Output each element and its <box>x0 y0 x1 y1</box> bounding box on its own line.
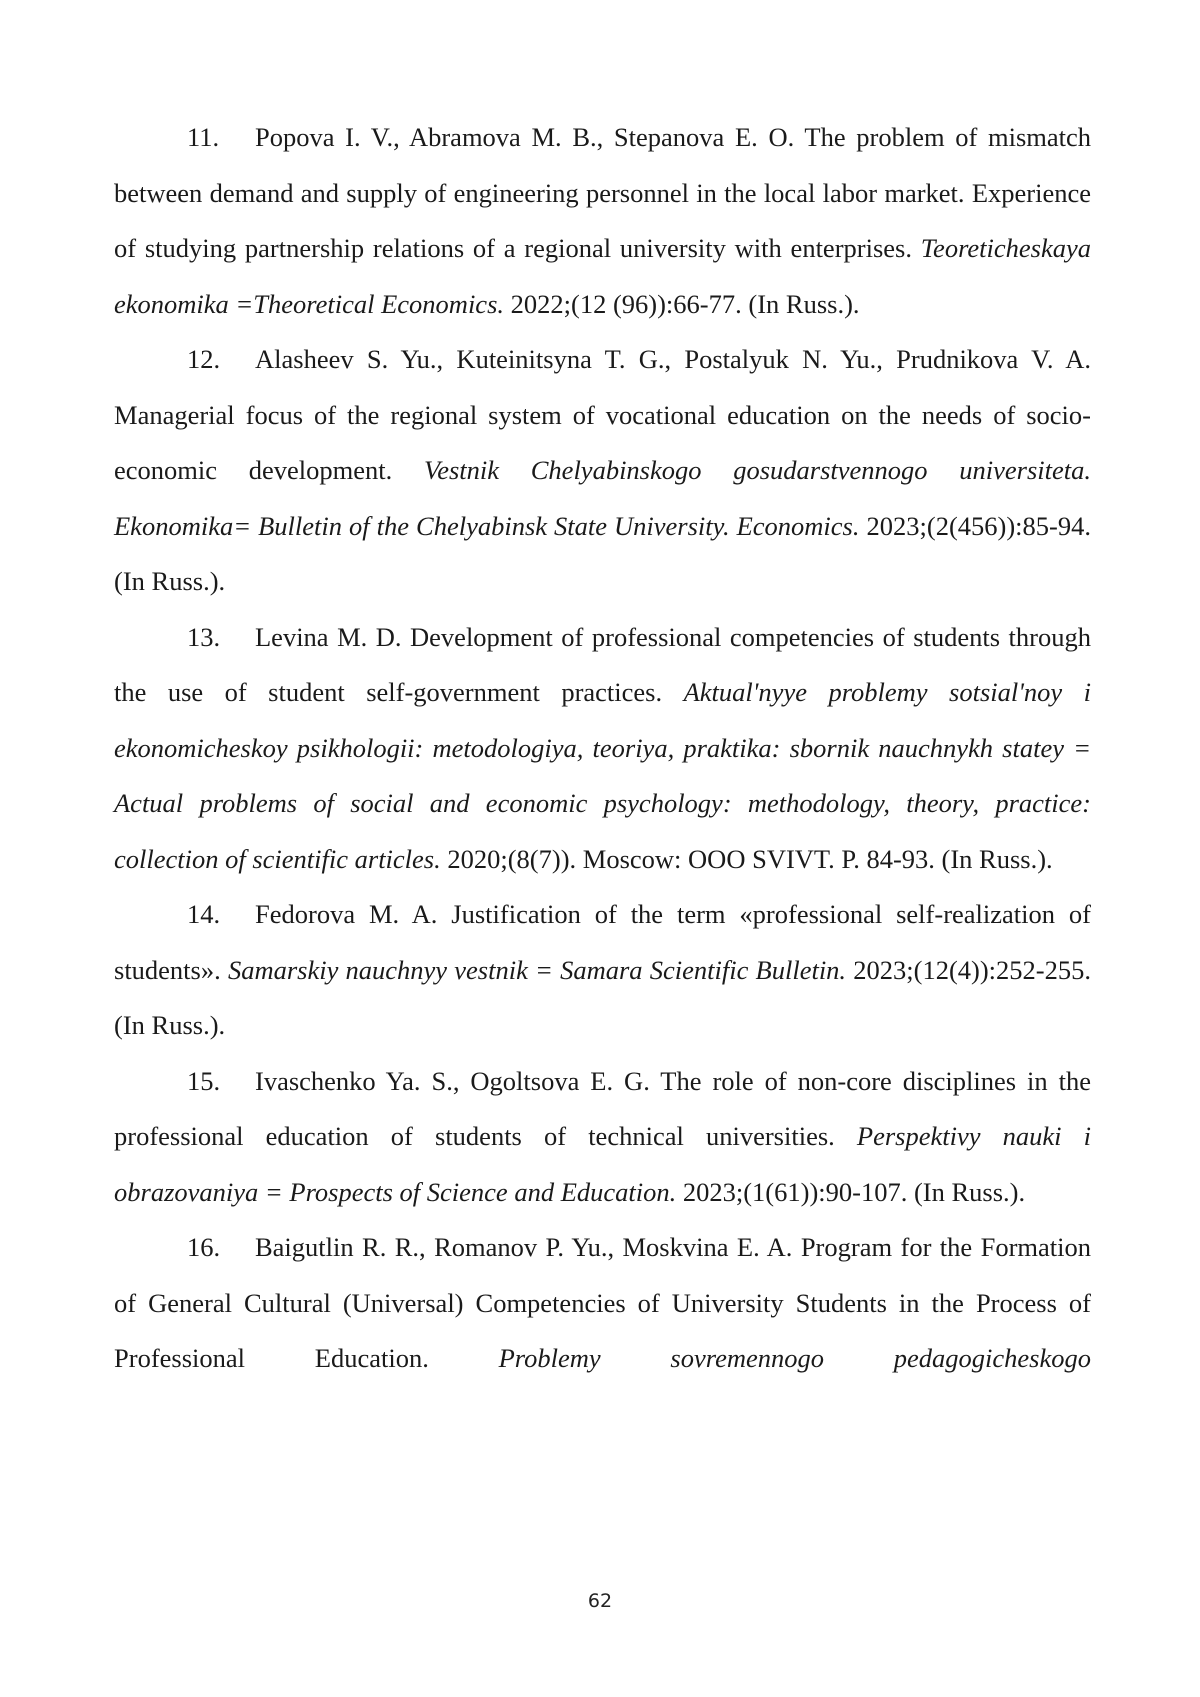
reference-journal: Vestnik Chelyabinskogo gosudarstvennogo universiteta. Ekonomika= Bulletin of the Chelyabinsk State University. Economics. <box>114 455 1092 541</box>
reference-number: 16. <box>187 1232 221 1262</box>
reference-journal: Perspektivy nauki i obrazovaniya = Prospects of Science and Education. <box>114 1121 1092 1207</box>
reference-text: Baigutlin R. R., Romanov P. Yu., Moskvina E. A. Program for the Formation of General Cultural (Universal) Competencies of University Students in the Process of Professional Education. <box>114 1232 1091 1373</box>
reference-item <box>114 1220 1091 1387</box>
reference-item <box>114 610 1091 888</box>
reference-number: 15. <box>187 1065 221 1096</box>
reference-journal: Aktual'nyye problemy sotsial'noy i ekonomicheskoy psikhologii: metodologiya, teoriya, praktika: sbornik nauchnykh statey = Actual problems of social and economic psychology: methodology, theory, practice: collection of scientific articles. <box>114 677 1091 874</box>
reference-number: 12. <box>187 344 221 374</box>
reference-text: Fedorova M. A. Justification of the term «professional self-realization of students». <box>114 899 1091 985</box>
page-number: 62 <box>587 1590 613 1612</box>
reference-tail: 2023;(1(61)):90-107. (In Russ.). <box>676 1176 1026 1207</box>
reference-text: Alasheev S. Yu., Kuteinitsyna T. G., Postalyuk N. Yu., Prudnikova V. A. Managerial focus of the regional system of vocational education on the needs of socio-economic development. <box>114 344 1091 485</box>
reference-number: 14. <box>187 899 221 929</box>
reference-number: 13. <box>187 621 221 652</box>
reference-tail: 2023;(12(4)):252-255. (In Russ.). <box>114 954 1091 1040</box>
reference-item <box>114 887 1091 1054</box>
reference-text: Popova I. V., Abramova M. B., Stepanova E. O. The problem of mismatch between demand and supply of engineering personnel in the local labor market. Experience of studying partnership relations of a regional university with enterprises. <box>114 122 1091 263</box>
reference-journal: Samarskiy nauchnyy vestnik = Samara Scientific Bulletin. <box>227 954 847 985</box>
reference-item <box>114 1054 1091 1221</box>
reference-tail: 2022;(12 (96)):66-77. (In Russ.). <box>504 288 860 319</box>
reference-journal: Problemy sovremennogo pedagogicheskogo <box>498 1343 1091 1373</box>
reference-text: Levina M. D. Development of professional competencies of students through the use of student self-government practices. <box>114 621 1091 707</box>
reference-tail: 2020;(8(7)). Moscow: OOO SVIVT. P. 84-93. (In Russ.). <box>440 843 1053 874</box>
reference-list <box>114 110 1091 1387</box>
reference-text: Ivaschenko Ya. S., Ogoltsova E. G. The role of non-core disciplines in the professional education of students of technical universities. <box>114 1065 1091 1151</box>
reference-item <box>114 110 1091 332</box>
reference-tail: 2023;(2(456)):85-94. (In Russ.). <box>114 510 1091 596</box>
reference-journal: Teoreticheskaya ekonomika =Theoretical Economics. <box>114 233 1091 319</box>
reference-number: 11. <box>187 122 220 152</box>
reference-item <box>114 332 1091 610</box>
